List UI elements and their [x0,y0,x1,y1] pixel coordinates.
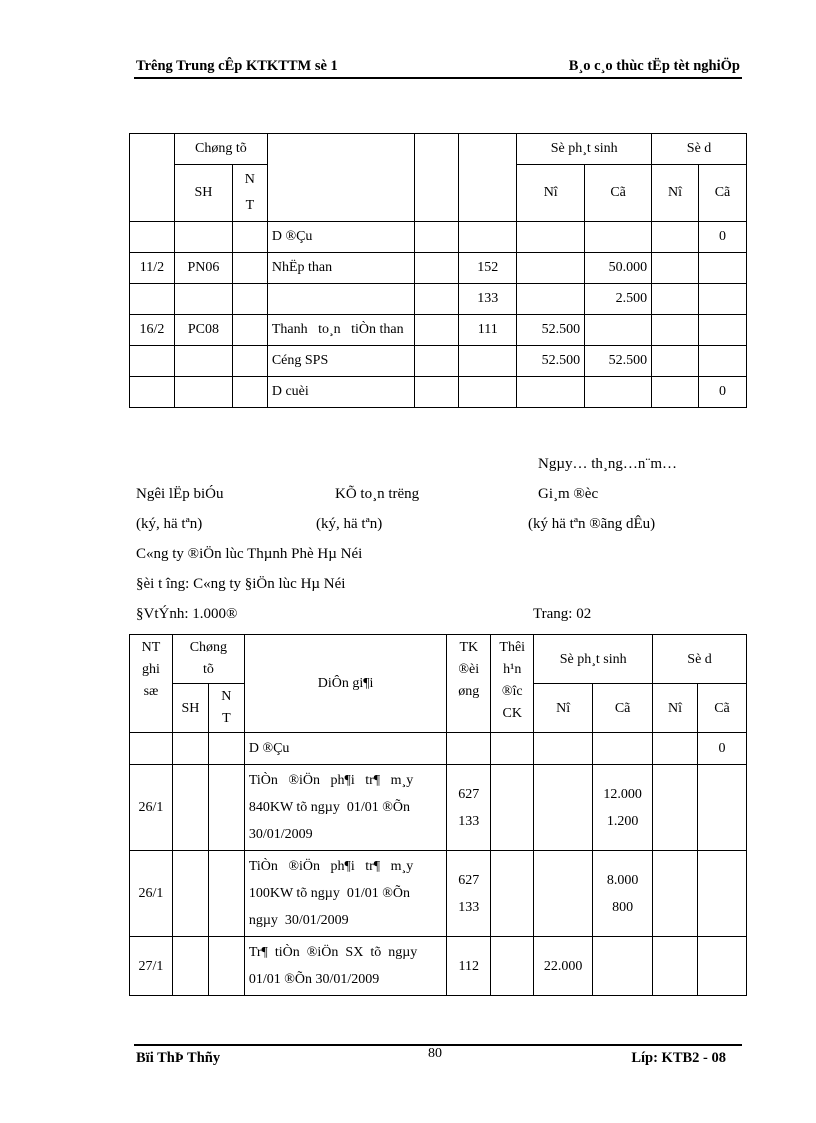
cell-sd-no [652,346,699,377]
cell-sd-no [653,765,698,851]
cell-blank [415,315,459,346]
header-cell-tk [459,134,517,222]
header-school: Trêng Trung cÊp KTKTTM sè 1 [136,58,338,74]
signature-director: Gi¸m ®èc [538,486,599,502]
header-cell-sd: Sè d [653,635,747,684]
header-cell-blank [415,134,459,222]
cell-tk: 111 [459,315,517,346]
cell-tk: 627 133 [447,765,491,851]
cell-nt [232,284,267,315]
cell-sh [174,346,232,377]
table-row [130,765,747,851]
table-row [130,937,747,996]
cell-co: 50.000 [585,253,652,284]
header-cell-sps: Sè ph¸t sinh [534,635,653,684]
cell-date: 26/1 [130,851,173,937]
cell-blank [415,253,459,284]
cell-desc: D ®Çu [267,222,415,253]
header-cell-co: Cã [585,165,652,222]
ledger-table-1 [129,133,747,408]
signature-accountant-note: (ký, hä tªn) [316,516,383,532]
cell-co [585,377,652,408]
footer-page-number: 80 [428,1046,442,1061]
cell-date: 27/1 [130,937,173,996]
table-row [130,851,747,937]
header-rule [134,77,742,79]
cell-date: 11/2 [130,253,175,284]
cell-date: 16/2 [130,315,175,346]
cell-tk: 627 133 [447,851,491,937]
header-cell-no: Nî [517,165,585,222]
table-row [130,733,747,765]
cell-tk [447,733,491,765]
header-cell-nt: N T [208,684,244,733]
cell-co: 52.500 [585,346,652,377]
cell-nt [232,253,267,284]
signature-maker-note: (ký, hä tªn) [136,516,203,532]
cell-blank [415,222,459,253]
header-cell-sd-no: Nî [653,684,698,733]
table-header-row [130,134,747,165]
cell-date: 26/1 [130,765,173,851]
cell-blank [415,346,459,377]
cell-sd-no [653,937,698,996]
cell-tk: 112 [447,937,491,996]
cell-nt [208,937,244,996]
header-cell-thoihan: Thêi h¹n ®îc CK [491,635,534,733]
cell-tk [459,222,517,253]
cell-tk [459,346,517,377]
cell-sd-no [653,851,698,937]
cell-no: 52.500 [517,346,585,377]
header-cell-sd-co: Cã [698,684,747,733]
cell-co [585,315,652,346]
table-row [130,222,747,253]
cell-desc: TiÒn ®iÖn ph¶i tr¶ m¸y 840KW tõ ngµy 01/01 ®Õn 30/01/2009 [244,765,446,851]
cell-sd-no [653,733,698,765]
cell-sd-no [652,377,699,408]
ledger-object: §èi t îng: C«ng ty §iÖn lùc Hµ Néi [136,576,346,592]
cell-sd-no [652,284,699,315]
cell-sh: PN06 [174,253,232,284]
cell-sh [174,284,232,315]
cell-no [534,765,593,851]
header-cell-co: Cã [593,684,653,733]
signature-director-note: (ký hä tªn ®ãng dÊu) [528,516,656,532]
signature-date-line: Ngµy… th¸ng…n¨m… [538,456,678,472]
header-cell-date [130,134,175,222]
cell-sh [172,937,208,996]
cell-desc: D ®Çu [244,733,446,765]
cell-thoihan [491,733,534,765]
ledger-page: Trang: 02 [533,606,592,622]
signature-maker: Ngêi lËp biÓu [136,486,224,502]
cell-sd-co [698,284,746,315]
cell-sd-co [698,253,746,284]
signature-accountant: KÕ to¸n trëng [335,486,420,502]
cell-sh [172,733,208,765]
cell-no: 52.500 [517,315,585,346]
ledger-unit: §VtÝnh: 1.000® [136,606,238,622]
cell-desc: Tr¶ tiÒn ®iÖn SX tõ ngµy 01/01 ®Õn 30/01/2009 [244,937,446,996]
cell-date [130,222,175,253]
cell-thoihan [491,765,534,851]
cell-no [517,222,585,253]
cell-sd-co [698,315,746,346]
cell-thoihan [491,851,534,937]
cell-desc [267,284,415,315]
header-cell-ntgs: NT ghi sæ [130,635,173,733]
cell-no [534,733,593,765]
cell-no [534,851,593,937]
cell-sd-no [652,253,699,284]
cell-sd-co: 0 [698,222,746,253]
table-row [130,346,747,377]
cell-date [130,377,175,408]
header-cell-sd: Sè d [652,134,747,165]
footer-author: Bïi ThÞ Thñy [136,1050,221,1066]
cell-no [517,253,585,284]
cell-desc: Thanh to¸n tiÒn than [267,315,415,346]
cell-nt [232,346,267,377]
header-cell-sd-co: Cã [698,165,746,222]
header-cell-tk: TK ®èi øng [447,635,491,733]
cell-thoihan [491,937,534,996]
cell-sh [172,765,208,851]
header-cell-sh: SH [172,684,208,733]
cell-desc: D cuèi [267,377,415,408]
header-cell-chungtu: Chøng tõ [172,635,244,684]
header-cell-sd-no: Nî [652,165,699,222]
cell-sh [174,222,232,253]
cell-tk [459,377,517,408]
cell-sd-co [698,765,747,851]
cell-date [130,733,173,765]
header-cell-chungtu: Chøng tõ [174,134,267,165]
footer-class: Líp: KTB2 - 08 [631,1050,726,1066]
cell-sd-co [698,937,747,996]
table-row [130,377,747,408]
cell-sd-no [652,315,699,346]
cell-sd-co [698,346,746,377]
cell-no [517,284,585,315]
cell-nt [208,851,244,937]
header-cell-sps: Sè ph¸t sinh [517,134,652,165]
cell-sh [172,851,208,937]
cell-nt [208,765,244,851]
cell-tk: 133 [459,284,517,315]
cell-date [130,284,175,315]
cell-blank [415,377,459,408]
cell-nt [232,222,267,253]
header-cell-desc: DiÔn gi¶i [244,635,446,733]
cell-nt [232,315,267,346]
cell-co: 8.000 800 [593,851,653,937]
cell-co [593,937,653,996]
cell-co: 2.500 [585,284,652,315]
cell-no [517,377,585,408]
cell-co [593,733,653,765]
cell-sd-co [698,851,747,937]
table-row [130,284,747,315]
cell-date [130,346,175,377]
cell-sh: PC08 [174,315,232,346]
header-cell-desc [267,134,415,222]
table-row [130,315,747,346]
header-cell-no: Nî [534,684,593,733]
cell-sh [174,377,232,408]
cell-desc: TiÒn ®iÖn ph¶i tr¶ m¸y 100KW tõ ngµy 01/01 ®Õn ngµy 30/01/2009 [244,851,446,937]
header-cell-sh: SH [174,165,232,222]
cell-blank [415,284,459,315]
cell-nt [232,377,267,408]
cell-sd-co: 0 [698,377,746,408]
table-header-row [130,635,747,684]
cell-nt [208,733,244,765]
header-cell-nt: N T [232,165,267,222]
header-report-title: B¸o c¸o thùc tËp tèt nghiÖp [568,58,740,74]
cell-no: 22.000 [534,937,593,996]
cell-tk: 152 [459,253,517,284]
table-row [130,253,747,284]
cell-sd-co: 0 [698,733,747,765]
cell-desc: NhËp than [267,253,415,284]
cell-desc: Céng SPS [267,346,415,377]
cell-sd-no [652,222,699,253]
cell-co: 12.000 1.200 [593,765,653,851]
ledger-table-2 [129,634,747,996]
company-name: C«ng ty ®iÖn lùc Thµnh Phè Hµ Néi [136,546,363,562]
cell-co [585,222,652,253]
